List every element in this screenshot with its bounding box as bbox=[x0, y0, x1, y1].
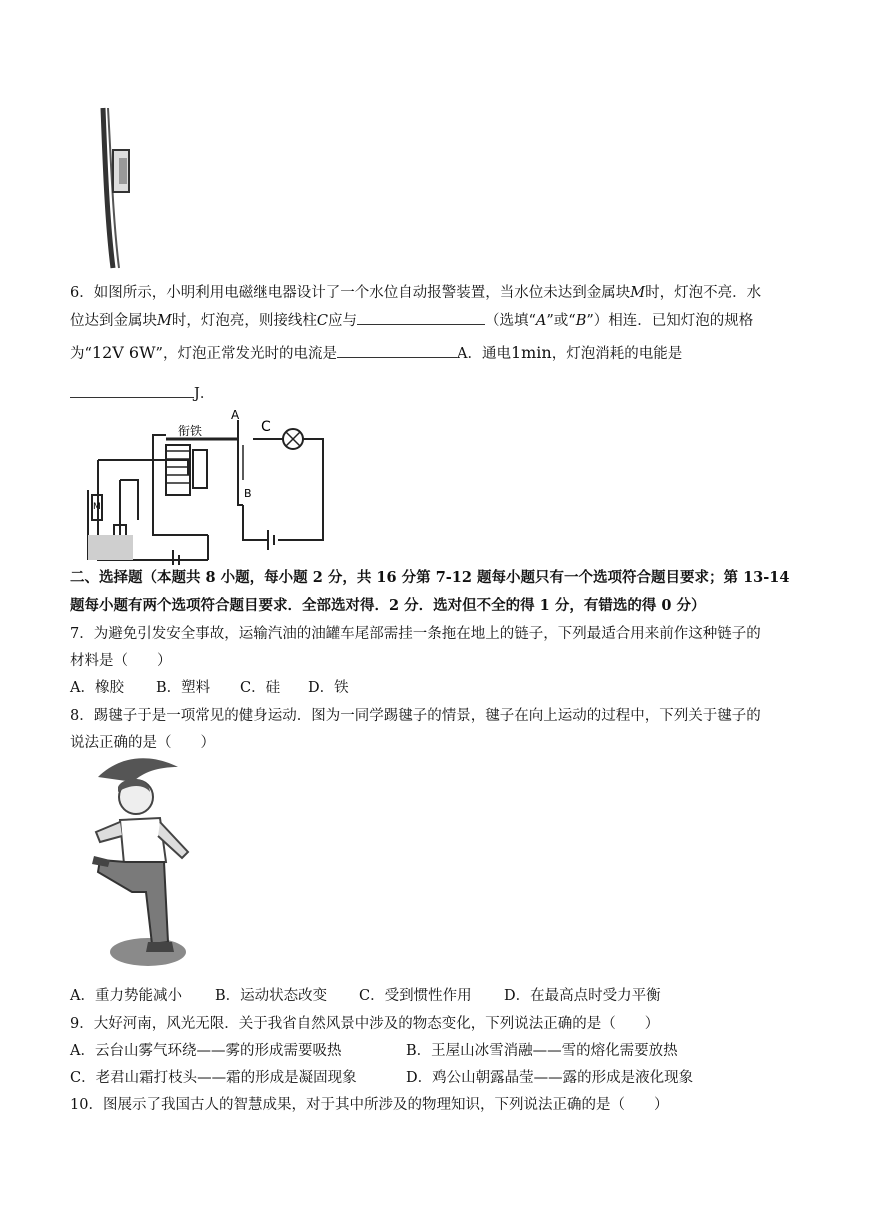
q7-stem-2: 材料是（ ） bbox=[70, 653, 172, 669]
q6-text-1b: 时，灯泡不亮．水 bbox=[645, 285, 762, 301]
q10-stem: 10．图展示了我国古人的智慧成果，对于其中所涉及的物理知识，下列说法正确的是（ ） bbox=[70, 1097, 669, 1113]
relay-circuit-figure bbox=[78, 405, 338, 565]
relay-frame bbox=[153, 435, 166, 480]
q6-text-4: J． bbox=[194, 386, 215, 402]
q8-option-b[interactable]: B．运动状态改变 bbox=[215, 988, 328, 1004]
shoe bbox=[146, 942, 174, 952]
battery-right bbox=[268, 530, 274, 550]
bulb-filament bbox=[286, 432, 300, 446]
q6-time: 1min bbox=[510, 343, 552, 362]
q6-text-3c: A．通电 bbox=[456, 346, 511, 362]
q6-text-2b: 时，灯泡亮，则接线柱 bbox=[171, 313, 317, 329]
q7-option-c[interactable]: C．硅 bbox=[240, 680, 281, 696]
q8-stem-1: 8．踢毽子于是一项常见的健身运动．图为一同学踢毽子的情景，毽子在向上运动的过程中，下列关于毽子的 bbox=[70, 708, 761, 724]
q6-option-A: A bbox=[535, 313, 547, 329]
q7-option-b[interactable]: B．塑料 bbox=[156, 680, 211, 696]
q6-line-2 bbox=[70, 310, 753, 331]
q9-options-row-1 bbox=[70, 1041, 678, 1061]
q6-text-2d: （选填“ bbox=[484, 313, 536, 329]
shirt bbox=[120, 818, 166, 864]
battery-left bbox=[173, 550, 179, 565]
coil-windings bbox=[166, 451, 190, 483]
q8-option-a[interactable]: A．重力势能减小 bbox=[70, 988, 182, 1004]
shuttlecock-kicking-figure bbox=[88, 752, 208, 977]
label-A: A bbox=[231, 408, 240, 422]
q7-stem-1: 7．为避免引发安全事故，运输汽油的油罐车尾部需挂一条拖在地上的链子，下列最适合用来前作这种链子的 bbox=[70, 626, 761, 642]
q7-option-d[interactable]: D．铁 bbox=[308, 680, 349, 696]
q6-line-4 bbox=[70, 383, 214, 404]
q6-blank-2[interactable] bbox=[337, 343, 457, 358]
q6-text-3b: ”，灯泡正常发光时的电流是 bbox=[155, 346, 337, 362]
label-B: B bbox=[244, 487, 252, 500]
raised-shoe bbox=[92, 856, 110, 867]
q9-option-d[interactable]: D．鸡公山朝露晶莹——露的形成是液化现象 bbox=[406, 1070, 694, 1086]
q9-options-row-2 bbox=[70, 1068, 693, 1088]
q6-text-2c: 应与 bbox=[327, 313, 357, 329]
wire-inner bbox=[120, 480, 138, 520]
q8-options bbox=[70, 986, 661, 1006]
q6-text-2f: ”）相连．已知灯泡的规格 bbox=[586, 313, 754, 329]
pants bbox=[98, 860, 168, 944]
wire-bottom-right bbox=[243, 505, 268, 540]
q6-metal-M2: M bbox=[157, 313, 172, 329]
q6-line-3 bbox=[70, 343, 682, 364]
q6-line-1 bbox=[70, 283, 761, 303]
q6-blank-3[interactable] bbox=[70, 383, 194, 398]
section2-line-2: 题每小题有两个选项符合题目要求．全部选对得．2 分．选对但不全的得 1 分，有错选的得 0 分） bbox=[70, 597, 706, 614]
q8-option-c[interactable]: C．受到惯性作用 bbox=[359, 988, 472, 1004]
section2-line-1: 二、选择题（本题共 8 小题，每小题 2 分，共 16 分第 7-12 题每小题只有一个选项符合题目要求；第 13-14 bbox=[70, 569, 790, 586]
q6-bulb-spec: 12V 6W bbox=[91, 343, 156, 362]
q7-options bbox=[70, 678, 349, 698]
q6-metal-M: M bbox=[630, 285, 646, 301]
label-magnet: 衔铁 bbox=[178, 424, 203, 438]
label-C: C bbox=[261, 419, 271, 435]
q8-option-d[interactable]: D．在最高点时受力平衡 bbox=[504, 988, 661, 1004]
water bbox=[88, 535, 133, 560]
q6-text-2a: 位达到金属块 bbox=[70, 313, 157, 329]
bracket-inner bbox=[119, 158, 127, 184]
q6-terminal-C: C bbox=[316, 313, 328, 329]
label-M: M bbox=[93, 502, 101, 512]
q6-text-3a: 为“ bbox=[70, 346, 92, 362]
q9-option-b[interactable]: B．王屋山冰雪消融——雪的熔化需要放热 bbox=[406, 1043, 678, 1059]
hair-top bbox=[98, 758, 178, 782]
relay-coil bbox=[166, 445, 190, 495]
left-arm bbox=[96, 822, 122, 842]
q6-text-2e: ”或“ bbox=[546, 313, 576, 329]
wire-right bbox=[278, 439, 323, 540]
q6-option-B: B bbox=[575, 313, 587, 329]
q9-option-c[interactable]: C．老君山霜打枝头——霜的形成是凝固现象 bbox=[70, 1070, 357, 1086]
q7-option-a[interactable]: A．橡胶 bbox=[70, 680, 124, 696]
top-figure bbox=[95, 100, 155, 270]
relay-core bbox=[193, 450, 207, 488]
q6-text-3d: ，灯泡消耗的电能是 bbox=[551, 346, 683, 362]
q9-option-a[interactable]: A．云台山雾气环绕——雾的形成需要吸热 bbox=[70, 1043, 342, 1059]
q8-stem-2: 说法正确的是（ ） bbox=[70, 735, 215, 751]
q6-blank-1[interactable] bbox=[357, 310, 485, 325]
q6-text-1: 6．如图所示，小明利用电磁继电器设计了一个水位自动报警装置，当水位未达到金属块 bbox=[70, 285, 631, 301]
q9-stem: 9．大好河南，风光无限．关于我省自然风景中涉及的物态变化，下列说法正确的是（ ） bbox=[70, 1016, 660, 1032]
